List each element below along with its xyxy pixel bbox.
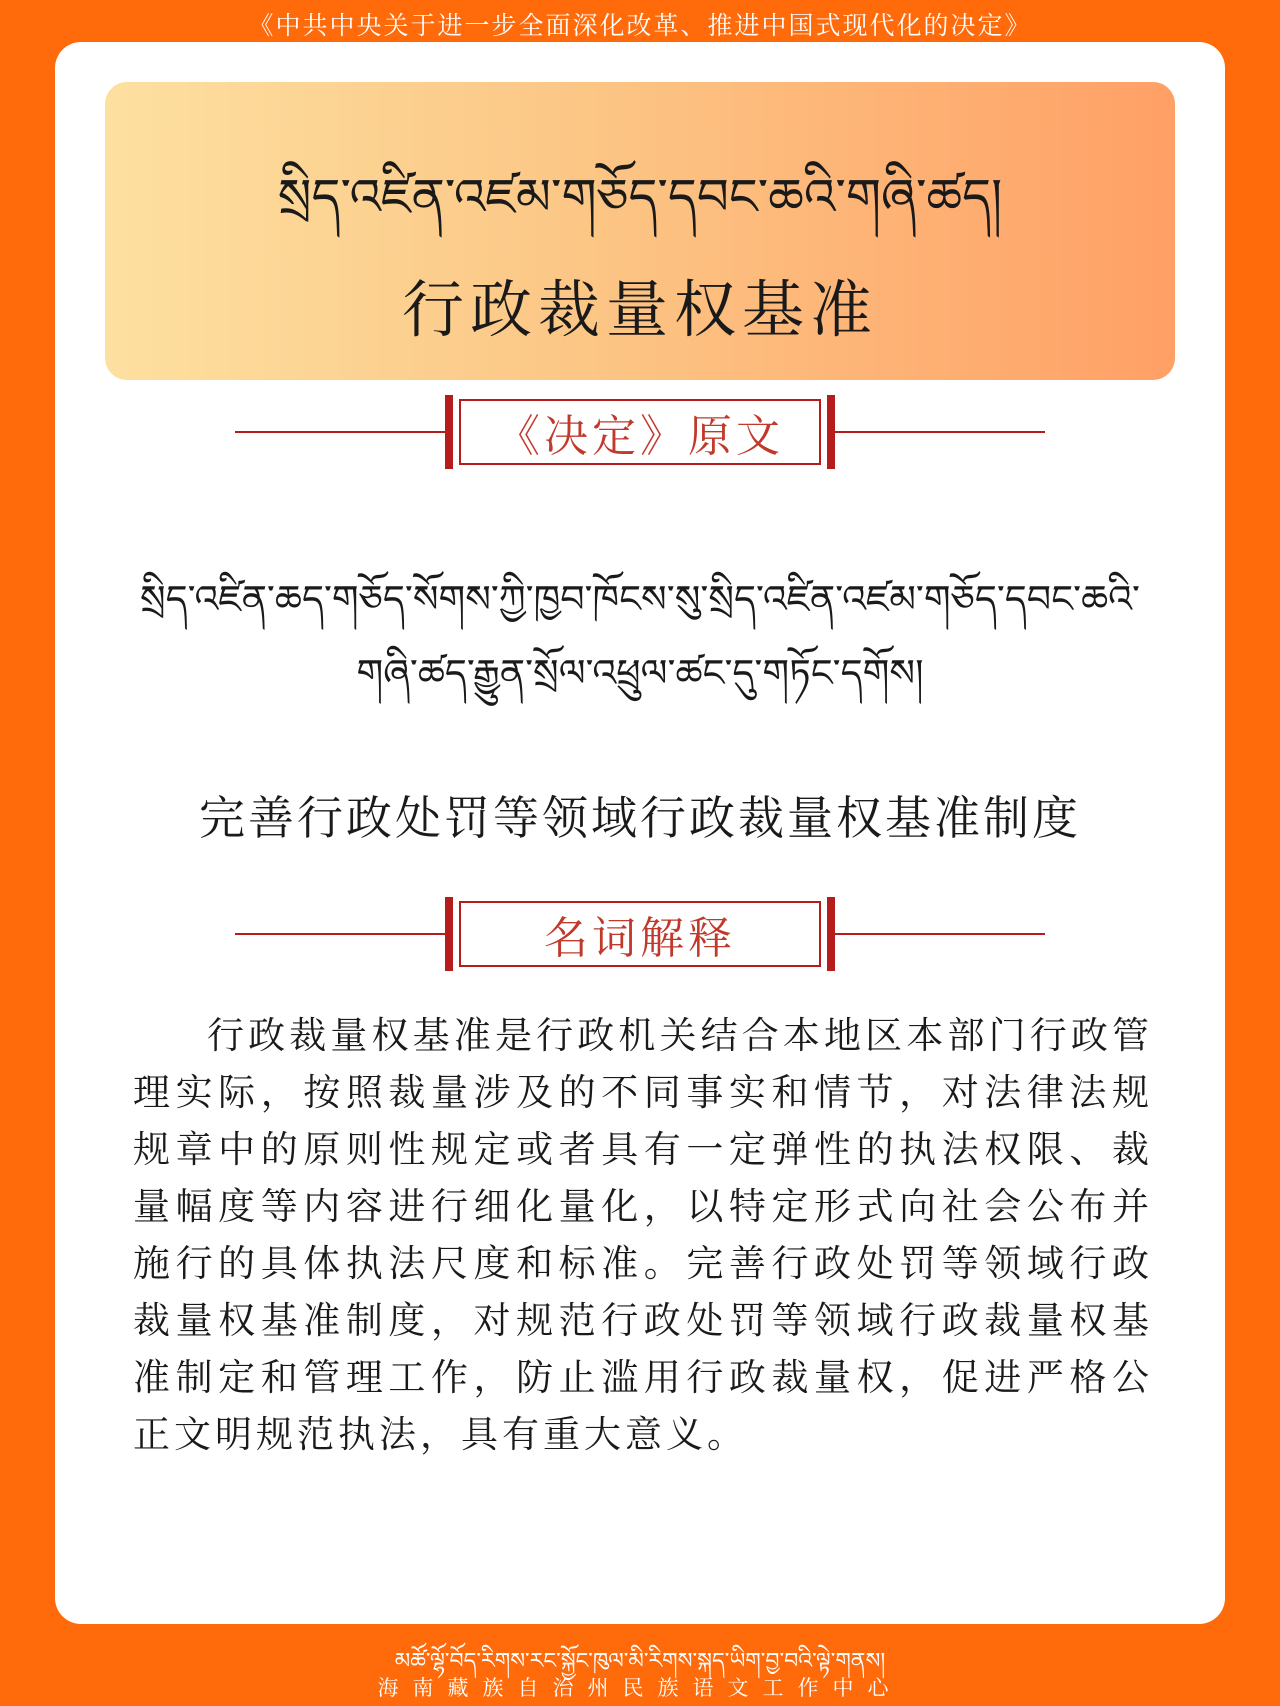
- footer-organization-chinese: 海南藏族自治州民族语文工作中心: [377, 1676, 903, 1700]
- heading-frame: [445, 897, 835, 971]
- footer-organization-tibetan: མཚོ་ལྷོ་བོད་རིགས་རང་སྐྱོང་ཁུལ་མི་རིགས་སྐད་ཡིག་བྱ་བའི་ལྟེ་གནས།: [394, 1649, 886, 1674]
- tibetan-title: སྲིད་འཛིན་འཛམ་གཅོད་དབང་ཆའི་གཞི་ཚད།: [277, 168, 1003, 226]
- heading-divider-left: [235, 933, 445, 935]
- chinese-original-text: 完善行政处罚等领域行政裁量权基准制度: [199, 791, 1081, 845]
- heading-divider-left: [235, 431, 445, 433]
- explanation-paragraph: 行政裁量权基准是行政机关结合本地区本部门行政管理实际，按照裁量涉及的不同事实和情节，对法律法规规章中的原则性规定或者具有一定弹性的执法权限、裁量幅度等内容进行细化量化，以特定形式向社会公布并施行的具体执法尺度和标准。完善行政处罚等领域行政裁量权基准制度，对规范行政处罚等领域行政裁量权基准制定和管理工作，防止滥用行政裁量权，促进严格公正文明规范执法，具有重大意义。: [133, 1014, 1153, 1456]
- heading-label: 名词解释: [459, 901, 821, 967]
- section-heading-explanation: [235, 897, 1045, 971]
- heading-frame: [445, 395, 835, 469]
- title-banner: [105, 82, 1175, 380]
- tibetan-original-text: སྲིད་འཛིན་ཆད་གཅོད་སོགས་ཀྱི་ཁྱབ་ཁོངས་སུ་སྲིད་འཛིན་འཛམ་གཅོད་དབང་ཆའི་གཞི་ཚད་རྒྱུན་སྲོལ་འཕྲུལ་ཚང་དུ་གཏོང་དགོས།: [139, 577, 1141, 695]
- section-heading-original: [235, 395, 1045, 469]
- document-source-caption: 《中共中央关于进一步全面深化改革、推进中国式现代化的决定》: [248, 11, 1032, 40]
- heading-label: 《决定》原文: [459, 399, 821, 465]
- content-card: [55, 42, 1225, 1624]
- chinese-title: 行政裁量权基准: [401, 273, 878, 346]
- heading-divider-right: [835, 431, 1045, 433]
- heading-divider-right: [835, 933, 1045, 935]
